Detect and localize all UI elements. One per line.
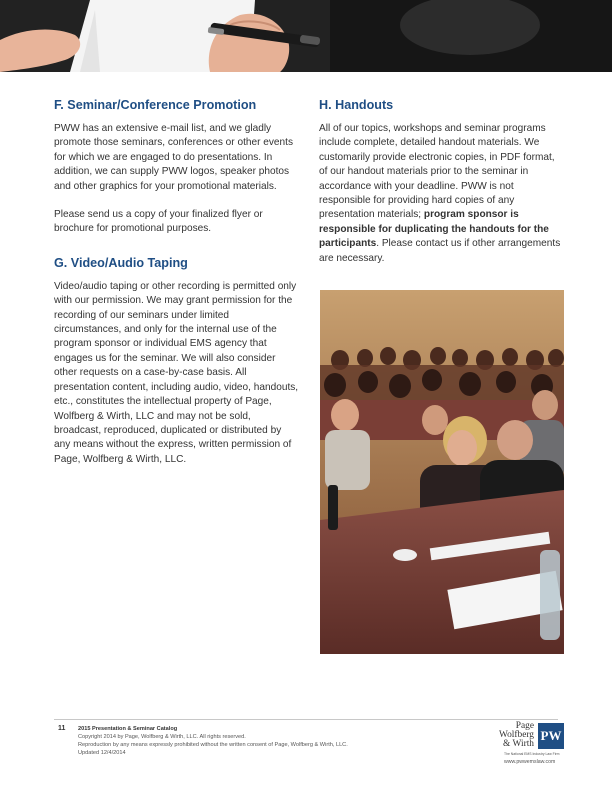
website-link[interactable]: www.pwwemslaw.com bbox=[504, 759, 556, 765]
footer-divider bbox=[54, 719, 558, 720]
logo-line-3: & Wirth bbox=[503, 739, 534, 749]
logo-wordmark bbox=[499, 722, 534, 749]
logo-tagline: The National EMS Industry Law Firm bbox=[504, 752, 560, 756]
seminar-illustration bbox=[320, 290, 564, 654]
page-footer bbox=[0, 712, 612, 792]
catalog-title: 2015 Presentation & Seminar Catalog bbox=[78, 726, 178, 732]
right-column bbox=[319, 97, 564, 280]
section-g-paragraph-1: Video/audio taping or other recording is permitted only with our permission. We may grant permission for the recording of our seminars under limited circumstances, and only for the internal use of the program sponsor or individual EMS agency that engages us for the seminar. We will also consider other requests on a case-by-case basis. All presentation content, including audio, video, handouts, etc., constitutes the intellectual property of Page, Wolfberg & Wirth, LLC and may not be sold, broadcast, reproduced, duplicated or distributed by any means without the express, written permission of Page, Wolfberg & Wirth, LLC. bbox=[54, 280, 299, 465]
section-h-heading: H. Handouts bbox=[319, 98, 394, 112]
logo-badge: PW bbox=[538, 723, 564, 749]
copyright-line: Copyright 2014 by Page, Wolfberg & Wirth, LLC. All rights reserved. bbox=[78, 734, 246, 740]
hands-pen-illustration bbox=[0, 0, 612, 72]
section-h-text-end: . Please contact us if other arrangements are necessary. bbox=[319, 238, 561, 264]
seminar-audience-photo bbox=[320, 290, 564, 654]
section-f-paragraph-1: PWW has an extensive e-mail list, and we gladly promote those seminars, conferences or other events for which we are engaged to do presentations. In addition, we can supply PWW logos, speaker photos and other graphics for your promotional materials. bbox=[54, 123, 294, 192]
logo-line-2: Wolfberg bbox=[499, 730, 534, 740]
reproduction-notice: Reproduction by any means expressly prohibited without the written consent of Page, Wolfberg & Wirth, LLC. bbox=[78, 742, 348, 748]
section-f-heading: F. Seminar/Conference Promotion bbox=[54, 98, 257, 112]
section-f-paragraph-2: Please send us a copy of your finalized flyer or brochure for promotional purposes. bbox=[54, 209, 263, 235]
updated-date: Updated 12/4/2014 bbox=[78, 750, 126, 756]
left-column bbox=[54, 97, 299, 481]
section-h-text-start: All of our topics, workshops and seminar programs include complete, detailed handout materials. We customarily provide electronic copies, in PDF format, of our handout materials prior to the seminar in accordance with your deadline. PWW is not responsible for providing hard copies of any presentation materials; bbox=[319, 123, 555, 221]
footer-text bbox=[78, 725, 348, 757]
section-h-text-bold: program sponsor is responsible for duplicating the handouts for the participants bbox=[319, 209, 549, 250]
section-g-heading: G. Video/Audio Taping bbox=[54, 255, 188, 270]
logo-line-1: Page bbox=[515, 721, 534, 731]
section-h-paragraph-1 bbox=[319, 122, 564, 266]
page-number: 11 bbox=[58, 725, 66, 732]
header-photo bbox=[0, 0, 612, 72]
pww-logo bbox=[500, 722, 564, 778]
